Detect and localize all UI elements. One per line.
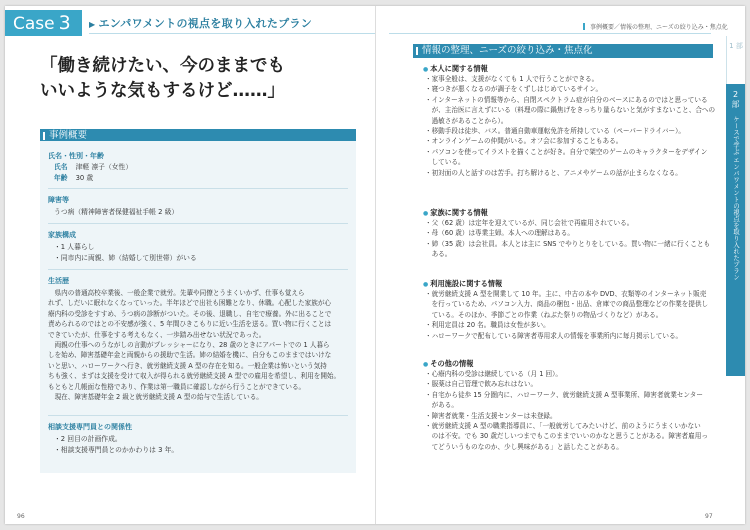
list-item: ている。そのほか、季節ごとの作業（ねぶた祭りの物品づくりなど）がある。 bbox=[425, 310, 663, 319]
page-number-left: 96 bbox=[17, 513, 25, 520]
running-head bbox=[583, 22, 728, 31]
case-number: 3 bbox=[58, 12, 71, 34]
case-label: Case bbox=[13, 14, 55, 34]
family-line-1: ・1 人暮らし bbox=[54, 243, 95, 251]
name-label: 氏名 bbox=[54, 163, 68, 171]
list-item: ・就労継続支援 A 型の職業指導員に、「一般就労してみたいけど、前のようにうまくいかない bbox=[425, 422, 701, 431]
page-number-right: 97 bbox=[705, 513, 713, 520]
history-line: 県内の普通高校卒業後、一般企業で就労。先輩や同僚とうまくいかず、仕事も覚えら bbox=[48, 289, 305, 297]
history-line: しを始め、障害基礎年金と両親からの援助で生活。姉の結婚を機に、自分もこのままではいけな bbox=[48, 351, 332, 360]
facility-info-list bbox=[425, 289, 720, 341]
side-tab-part-2-label: 部 bbox=[731, 100, 740, 109]
header-rule-left bbox=[89, 33, 375, 34]
side-tab-part-2-title: ケースで学ぶ エンパワメントの視点を取り入れたプラン bbox=[732, 116, 739, 281]
family-line-2: ・同市内に両親、姉（結婚して別世帯）がいる bbox=[54, 254, 197, 262]
profile-age bbox=[54, 173, 348, 183]
name-value: 津軽 凛子（女性） bbox=[75, 163, 133, 171]
list-item: が、主治医に言えずにいる（料理の際に鍋焦げをきっちり量らないと気がすまないこと、合への bbox=[425, 106, 716, 115]
history-line: れず、しだいに眠れなくなっていった。半年ほどで出社も困難となり、休職。心配した家族が心 bbox=[48, 299, 332, 308]
case-subtitle bbox=[89, 15, 312, 31]
disability-heading: 障害等 bbox=[48, 196, 69, 204]
list-item: ・家事全般は、支援がなくても 1 人で行うことができる。 bbox=[425, 75, 599, 83]
self-info-heading: ● 本人に関する情報 bbox=[423, 64, 488, 74]
divider bbox=[48, 269, 348, 270]
list-item: ・姉（35 歳）は会社員。本人とは主に SNS でやりとりをしている。買い物に一緒に行くことも bbox=[425, 239, 711, 248]
list-item: ・就労継続支援 A 型を開業して 10 年。主に、中古の本や DVD、衣類等のインターネット販売 bbox=[425, 290, 707, 298]
list-item: ・ハローワークで配布している障害者専用求人の情報を事業所内に毎月掲示している。 bbox=[425, 331, 683, 340]
history-line: 責められるのではとの不安感が強く、5 年間ひきこもりに近い生活を送る。買い物に行くことは bbox=[48, 320, 332, 329]
list-item: ・服薬は自己管理で飲み忘れはない。 bbox=[425, 380, 538, 389]
age-value: 30 歳 bbox=[75, 174, 94, 182]
side-tab-part-1[interactable] bbox=[726, 36, 745, 84]
divider bbox=[48, 223, 348, 224]
list-item: ・心療内科の受診は継続している（月 1 回）。 bbox=[425, 370, 562, 378]
history-line: もともと几帳面な性格であり、作業は第一職員に確認しながら行うことができている。 bbox=[48, 382, 306, 391]
list-item: てどういうものなのか、少し興味がある」と話したことがある。 bbox=[425, 442, 623, 451]
list-item: ・パソコンを使ってイラストを描くことが好き。自分で架空のゲームのキャラクターをデザイン bbox=[425, 147, 708, 156]
list-item: ・オンラインゲームの仲間がいる。オフ会に参加することもある。 bbox=[425, 137, 623, 146]
history-line: 療内科の受診をすすめ、うつ病の診断がついた。その後、退職し、自宅で療養。外に出ることで bbox=[48, 309, 332, 318]
side-tab-part-2[interactable] bbox=[726, 84, 745, 376]
facility-info-heading: ● 利用施設に関する情報 bbox=[423, 279, 502, 289]
history-line: 両親の仕事へのうながしの言動がプレッシャーになり、28 歳のときにアパートでの 1 人暮ら bbox=[48, 341, 330, 350]
consult-heading: 相談支援専門員との関係性 bbox=[48, 423, 132, 431]
profile-name bbox=[54, 162, 348, 172]
self-info-list bbox=[425, 74, 720, 178]
running-head-text: 事例概要／情報の整理、ニーズの絞り込み・焦点化 bbox=[590, 24, 728, 31]
list-item: ・寝つきが悪くなるのが調子をくずしはじめているサイン。 bbox=[425, 85, 603, 94]
history-text bbox=[48, 288, 348, 402]
case-subtitle-text: エンパワメントの視点を取り入れたプラン bbox=[98, 17, 313, 30]
history-line: いと思い、ハローワークへ行き、就労継続支援 A 型の存在を知る。一般企業は怖いという気持 bbox=[48, 361, 327, 370]
case-tab bbox=[5, 10, 82, 36]
family-info-list bbox=[425, 218, 720, 260]
history-line: できていたが、仕事をする考えもなく、一歩踏み出せない状況であった。 bbox=[48, 330, 266, 339]
quote-line-1: 「働き続けたい、今のままでも bbox=[40, 56, 285, 76]
list-item: ある。 bbox=[425, 250, 452, 259]
list-item: がある。 bbox=[425, 401, 458, 410]
header-rule-right bbox=[389, 33, 711, 34]
consult-line-2: ・相談支援専門員とのかかわりは 3 年。 bbox=[54, 446, 179, 454]
side-tab-part-2-number: 2 bbox=[732, 90, 739, 99]
list-item: ・インターネットの情報等から、自閉スペクトラム症が自分のベースにあるのではと思っている bbox=[425, 95, 708, 104]
info-title: 情報の整理、ニーズの絞り込み・焦点化 bbox=[413, 44, 713, 58]
list-item: ・自宅から徒歩 15 分圏内に、ハローワーク、就労継続支援 A 型事業所、障害者就業センター bbox=[425, 390, 703, 399]
running-head-bar bbox=[583, 23, 585, 30]
divider bbox=[48, 188, 348, 189]
other-info-heading: ● その他の情報 bbox=[423, 359, 473, 369]
disability-text: うつ病（精神障害者保健福祉手帳 2 級） bbox=[54, 208, 179, 216]
list-item: ・障害者就業・生活支援センターは未登録。 bbox=[425, 411, 557, 420]
age-label: 年齢 bbox=[54, 174, 68, 182]
history-heading: 生活歴 bbox=[48, 277, 69, 285]
list-item: のは不安。でも 30 歳だしいつまでもこのままでいいのかなと思うことがある。障害者雇用っ bbox=[425, 432, 708, 441]
side-tab-part-1-label: 1 部 bbox=[729, 42, 743, 50]
history-line: ちも強く、まずは支援を受けて収入が得られる就労継続支援 A 型での雇用を希望し、利用を開始。 bbox=[48, 372, 341, 381]
list-item: ・父（62 歳）は定年を迎えているが、同じ会社で再雇用されている。 bbox=[425, 219, 634, 227]
family-heading: 家族構成 bbox=[48, 231, 76, 239]
quote-line-2: いいような気もするけど……」 bbox=[40, 81, 285, 101]
page-spread bbox=[5, 6, 745, 524]
list-item: ・初対面の人と話すのは苦手。打ち解けると、アニメやゲームの話が止まらなくなる。 bbox=[425, 168, 682, 177]
list-item: ・移動手段は徒歩、バス。普通自動車運転免許を所持している（ペーパードライバー）。 bbox=[425, 127, 685, 136]
profile-heading: 氏名・性別・年齢 bbox=[48, 152, 104, 160]
family-info-heading: ● 家族に関する情報 bbox=[423, 208, 488, 218]
list-item: 過敏さがあることから）。 bbox=[425, 116, 508, 125]
list-item: を行っているため、パソコン入力、商品の梱包・出品、倉庫での商品整理などの作業を提供し bbox=[425, 300, 709, 309]
list-item: ・利用定員は 20 名。職員は女性が多い。 bbox=[425, 321, 550, 330]
case-summary-box bbox=[40, 141, 356, 473]
history-line: 現在、障害基礎年金 2 級と就労継続支援 A 型の給与で生活している。 bbox=[48, 393, 263, 402]
list-item: ・母（60 歳）は専業主婦。本人への理解はある。 bbox=[425, 229, 574, 238]
divider bbox=[48, 415, 348, 416]
headline-quote bbox=[40, 54, 360, 104]
triangle-icon: ▶ bbox=[89, 20, 96, 29]
list-item: している。 bbox=[425, 158, 465, 167]
gutter bbox=[375, 6, 376, 524]
other-info-list bbox=[425, 369, 720, 452]
case-summary-title: 事例概要 bbox=[40, 129, 356, 143]
consult-line-1: ・2 回目の計画作成。 bbox=[54, 435, 122, 443]
